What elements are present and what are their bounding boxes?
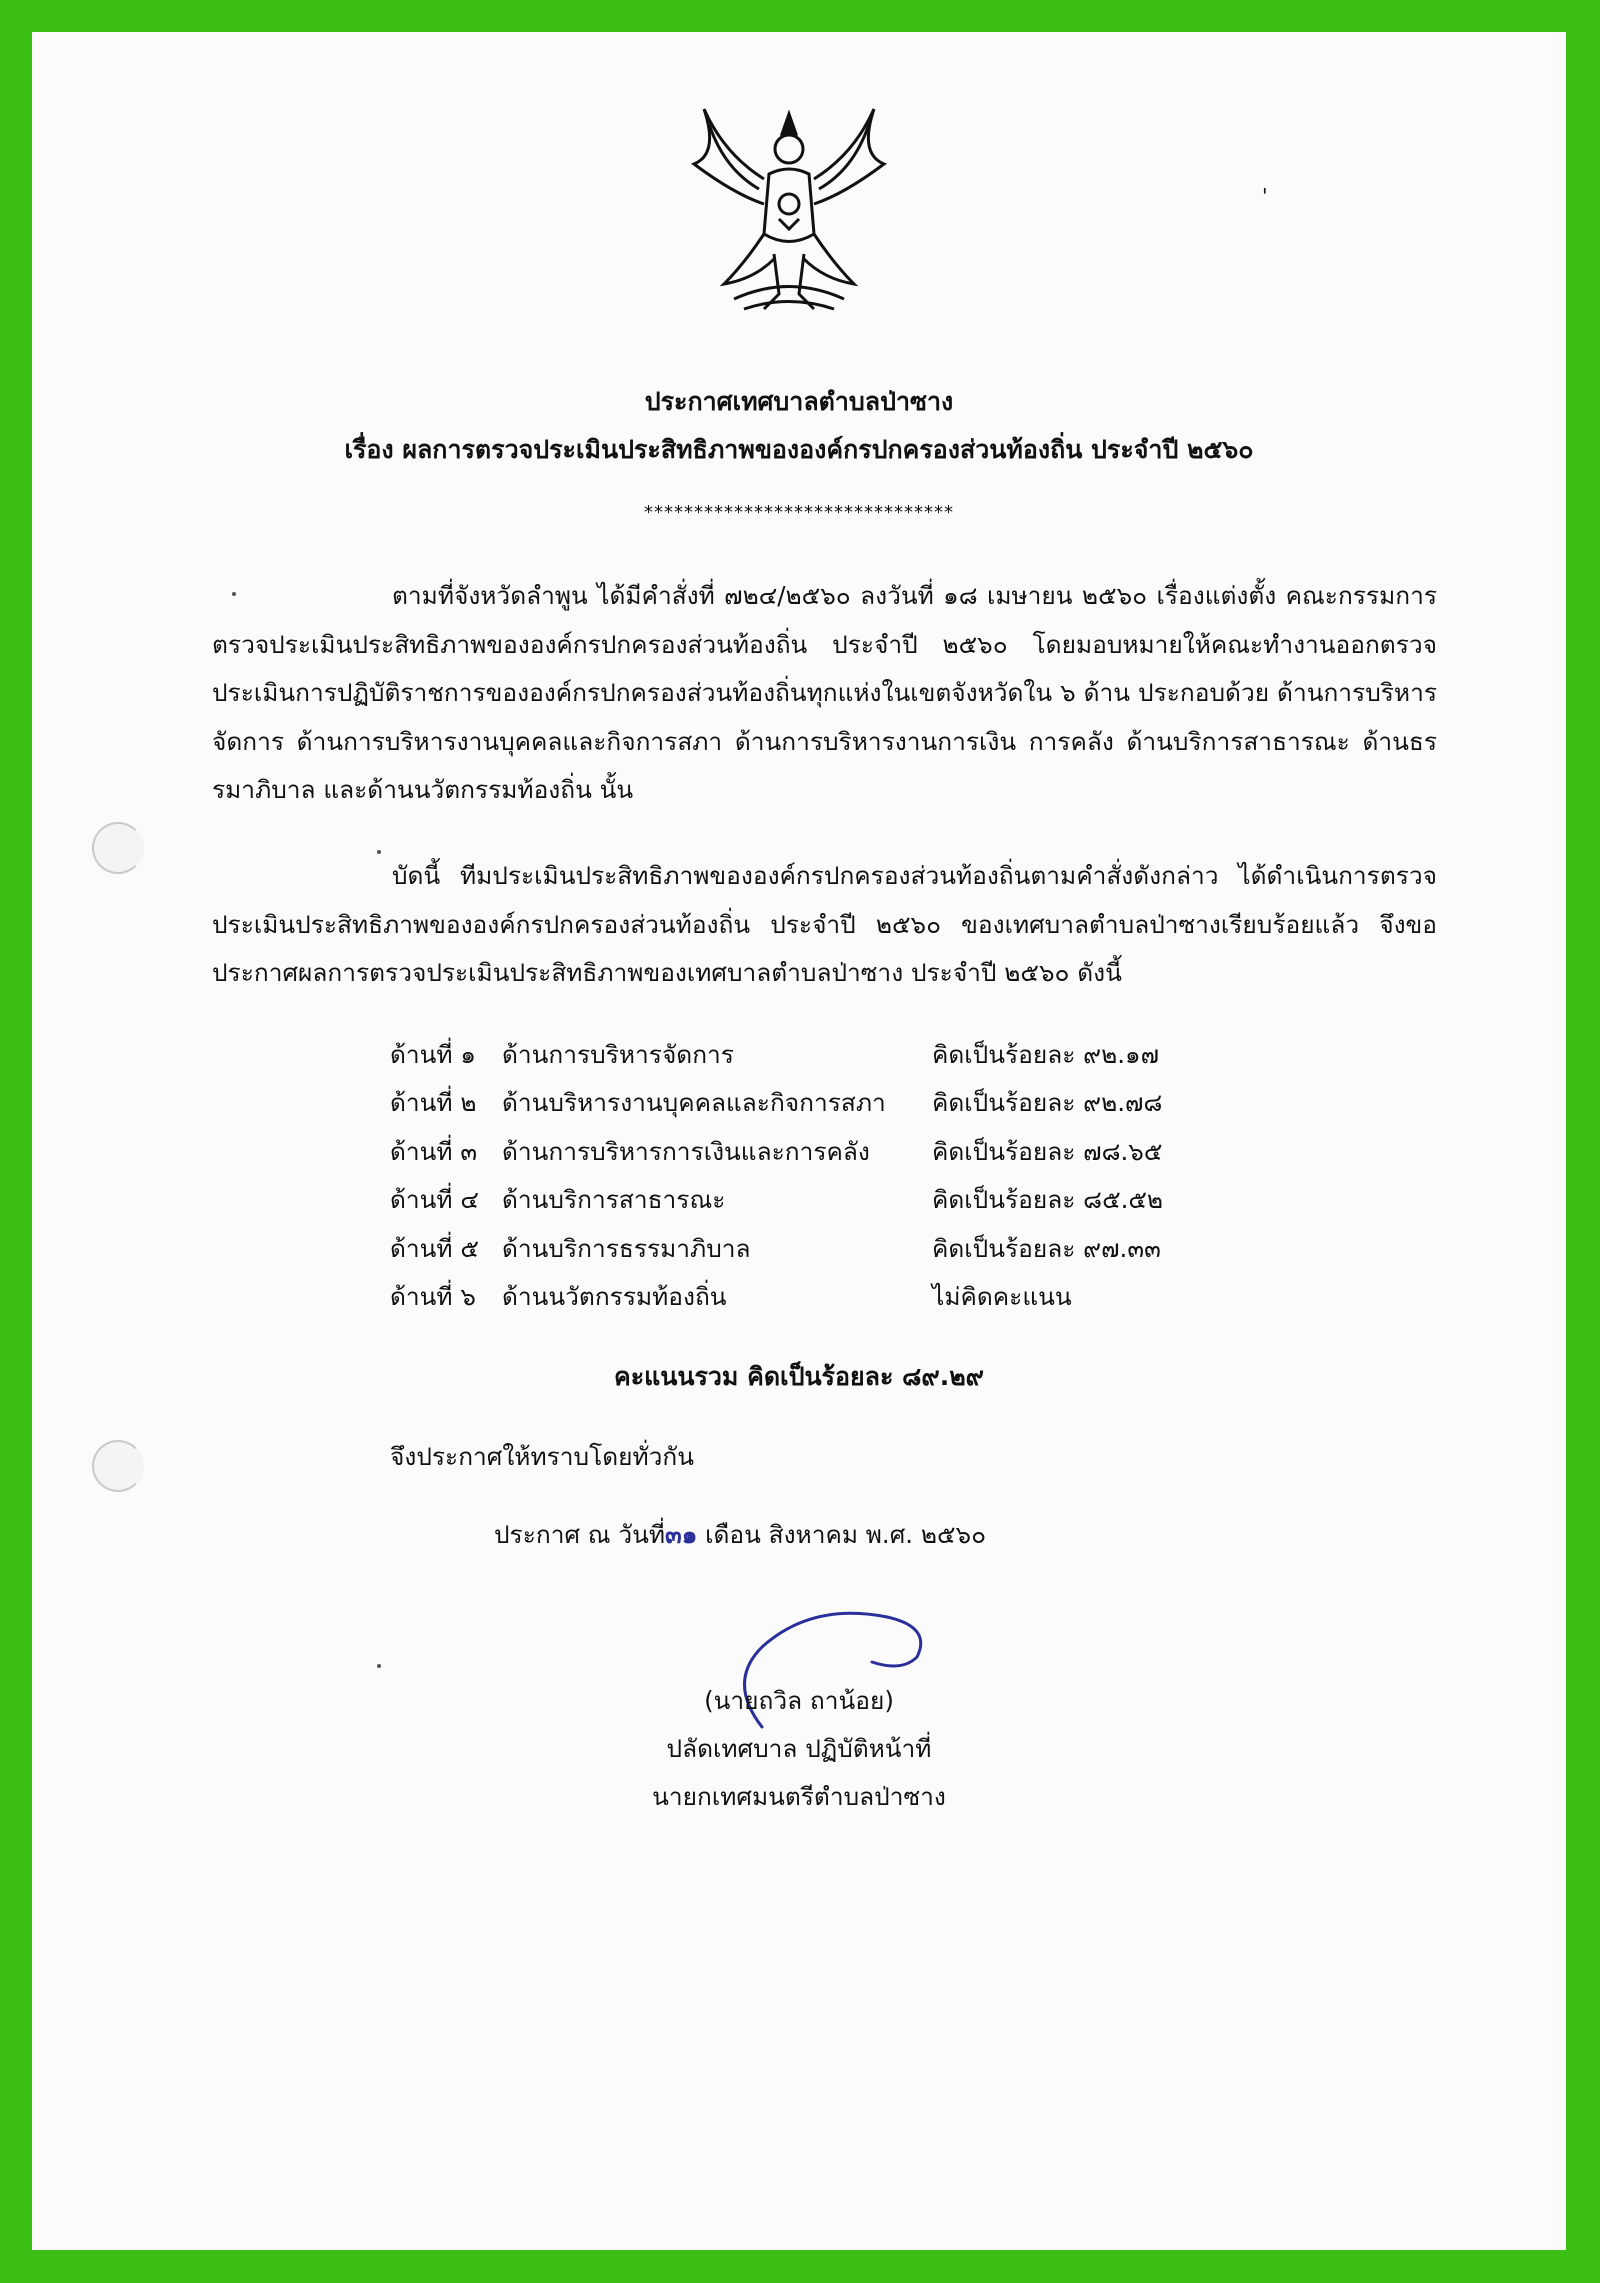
signatory-position: ปลัดเทศบาล ปฏิบัติหน้าที่ bbox=[666, 1734, 932, 1763]
paragraph-2-text: บัดนี้ ทีมประเมินประสิทธิภาพขององค์กรปกครองส่วนท้องถิ่นตามคำสั่งดังกล่าว ได้ดำเนินการตรวจประเมินประสิทธิภาพขององค์กรปกครองส่วนท้องถิ่น ประจำปี ๒๕๖๐ ของเทศบาลตำบลป่าซางเรียบร้อยแล้ว จึงขอประกาศผลการตรวจประเมินประสิทธิภาพของเทศบาลตำบลป่าซาง ประจำปี ๒๕๖๐ ดังนี้ bbox=[212, 861, 1437, 987]
aspect-result: คิดเป็นร้อยละ ๗๘.๖๕ bbox=[932, 1136, 1163, 1166]
punch-hole bbox=[92, 1440, 144, 1492]
signatory-position-2: นายกเทศมนตรีตำบลป่าซาง bbox=[652, 1782, 946, 1811]
aspect-result: คิดเป็นร้อยละ ๘๕.๕๒ bbox=[932, 1185, 1164, 1215]
table-row bbox=[390, 1079, 1292, 1128]
paragraph-2 bbox=[212, 852, 1437, 998]
garuda-emblem-icon bbox=[664, 94, 914, 334]
aspect-result: ไม่คิดคะแนน bbox=[932, 1282, 1072, 1312]
table-row bbox=[390, 1224, 1292, 1273]
aspect-number: ด้านที่ ๒ bbox=[390, 1088, 477, 1118]
aspect-topic: ด้านการบริหารจัดการ bbox=[502, 1039, 734, 1069]
paragraph-1 bbox=[212, 572, 1437, 815]
aspect-number: ด้านที่ ๖ bbox=[390, 1282, 476, 1312]
page-title: ประกาศเทศบาลตำบลป่าซาง bbox=[644, 387, 954, 416]
table-row bbox=[390, 1273, 1292, 1322]
separator: ******************************* bbox=[644, 502, 954, 523]
aspect-result: คิดเป็นร้อยละ ๙๗.๓๓ bbox=[932, 1233, 1161, 1263]
aspect-number: ด้านที่ ๔ bbox=[390, 1185, 479, 1215]
paragraph-1-text: ตามที่จังหวัดลำพูน ได้มีคำสั่งที่ ๗๒๔/๒๕๖๐ ลงวันที่ ๑๘ เมษายน ๒๕๖๐ เรื่องแต่งตั้ง คณะกรรมการตรวจประเมินประสิทธิภาพขององค์กรปกครองส่วนท้องถิ่น ประจำปี ๒๕๖๐ โดยมอบหมายให้คณะทำงานออกตรวจประเมินการปฏิบัติราชการขององค์กรปกครองส่วนท้องถิ่นทุกแห่งในเขตจังหวัดใน ๖ ด้าน ประกอบด้วย ด้านการบริหารจัดการ ด้านการบริหารงานบุคคลและกิจการสภา ด้านการบริหารงานการเงิน การคลัง ด้านบริการสาธารณะ ด้านธรรมาภิบาล และด้านนวัตกรรมท้องถิ่น นั้น bbox=[212, 581, 1437, 804]
punch-hole bbox=[92, 822, 144, 874]
aspect-number: ด้านที่ ๕ bbox=[390, 1233, 479, 1263]
document-page bbox=[32, 32, 1566, 2250]
table-row bbox=[390, 1127, 1292, 1176]
aspect-topic: ด้านการบริหารการเงินและการคลัง bbox=[502, 1136, 870, 1166]
table-row bbox=[390, 1176, 1292, 1225]
date-prefix: ประกาศ ณ วันที่ bbox=[494, 1520, 665, 1549]
aspect-result: คิดเป็นร้อยละ ๙๒.๗๘ bbox=[932, 1088, 1163, 1118]
date-suffix: เดือน สิงหาคม พ.ศ. ๒๕๖๐ bbox=[705, 1520, 987, 1549]
speck bbox=[377, 1664, 381, 1668]
total-score: คะแนนรวม คิดเป็นร้อยละ ๘๙.๒๙ bbox=[614, 1362, 984, 1391]
aspect-topic: ด้านบริการธรรมาภิบาล bbox=[502, 1233, 751, 1263]
signature-block bbox=[32, 1677, 1566, 1821]
aspect-number: ด้านที่ ๓ bbox=[390, 1136, 478, 1166]
aspect-result: คิดเป็นร้อยละ ๙๒.๑๗ bbox=[932, 1039, 1160, 1069]
subject-line: เรื่อง ผลการตรวจประเมินประสิทธิภาพขององค์กรปกครองส่วนท้องถิ่น ประจำปี ๒๕๖๐ bbox=[344, 435, 1254, 464]
date-line bbox=[494, 1515, 986, 1554]
signatory-name: (นายถวิล ถาน้อย) bbox=[704, 1686, 894, 1715]
date-day-handwritten: ๓๑ bbox=[664, 1520, 698, 1549]
table-row bbox=[390, 1030, 1292, 1079]
aspect-topic: ด้านนวัตกรรมท้องถิ่น bbox=[502, 1282, 727, 1312]
aspect-topic: ด้านบริหารงานบุคคลและกิจการสภา bbox=[502, 1088, 886, 1118]
corner-mark: ꞌ bbox=[1262, 184, 1268, 208]
score-table bbox=[390, 1030, 1292, 1321]
aspect-topic: ด้านบริการสาธารณะ bbox=[502, 1185, 726, 1215]
aspect-number: ด้านที่ ๑ bbox=[390, 1039, 476, 1069]
announcement-line: จึงประกาศให้ทราบโดยทั่วกัน bbox=[390, 1442, 694, 1471]
